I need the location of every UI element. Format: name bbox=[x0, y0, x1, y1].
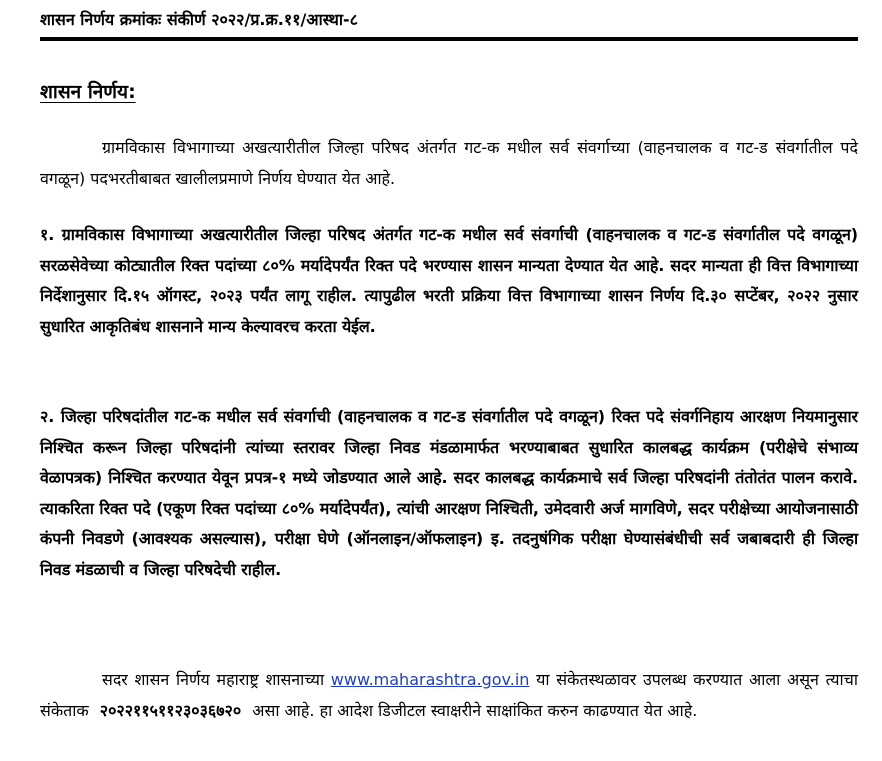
header-divider bbox=[40, 37, 858, 41]
closing-text-before-link: सदर शासन निर्णय महाराष्ट्र शासनाच्या bbox=[102, 670, 331, 689]
closing-paragraph bbox=[40, 665, 858, 726]
website-link[interactable]: www.maharashtra.gov.in bbox=[330, 670, 530, 689]
decision-point-2: २. जिल्हा परिषदांतील गट-क मधील सर्व संवर्गाची (वाहनचालक व गट-ड संवर्गातील पदे वगळून) रिक्त पदे संवर्गनिहाय आरक्षण नियमानुसार निश्चित करून जिल्हा परिषदांनी त्यांच्या स्तरावर जिल्हा निवड मंडळामार्फत भरण्याबाबत सुधारित कालबद्ध कार्यक्रम (परीक्षेचे संभाव्य वेळापत्रक) निश्चित करण्यात येवून प्रपत्र-१ मध्ये जोडण्यात आले आहे. सदर कालबद्ध कार्यक्रमाचे सर्व जिल्हा परिषदांनी तंतोतंत पालन करावे. त्याकरिता रिक्त पदे (एकूण रिक्त पदांच्या ८०% मर्यादेपर्यंत), त्यांची आरक्षण निश्चिती, उमेदवारी अर्ज मागविणे, सदर परीक्षेच्या आयोजनासाठी कंपनी निवडणे (आवश्यक असल्यास), परीक्षा घेणे (ऑनलाइन/ऑफलाइन) इ. तदनुषंगिक परीक्षा घेण्यासंबंधीची सर्व जबाबदारी ही जिल्हा निवड मंडळाची व जिल्हा परिषदेची राहील. bbox=[40, 407, 858, 579]
section-heading: शासन निर्णय: bbox=[40, 81, 136, 103]
reference-code: २०२२११५११२३०३६७२० bbox=[99, 700, 242, 720]
closing-text-after-link: या संकेतस्थळावर उपलब्ध करण्यात आला असून त्याचा संकेताक bbox=[40, 670, 858, 720]
intro-paragraph: ग्रामविकास विभागाच्या अखत्यारीतील जिल्हा परिषद अंतर्गत गट-क मधील सर्व संवर्गाच्या (वाहनचालक व गट-ड संवर्गातील पदे वगळून) पदभरतीबाबत खालीलप्रमाणे निर्णय घेण्यात येत आहे. bbox=[40, 138, 858, 188]
closing-text-after-code: असा आहे. हा आदेश डिजीटल स्वाक्षरीने साक्षांकित करुन काढण्यात येत आहे. bbox=[247, 700, 698, 720]
decision-point-1: १. ग्रामविकास विभागाच्या अखत्यारीतील जिल्हा परिषद अंतर्गत गट-क मधील सर्व संवर्गाची (वाहनचालक व गट-ड संवर्गातील पदे वगळून) सरळसेवेच्या कोट्यातील रिक्त पदांच्या ८०% मर्यादेपर्यंत रिक्त पदे भरण्यास शासन मान्यता देण्यात येत आहे. सदर मान्यता ही वित्त विभागाच्या निर्देशानुसार दि.१५ ऑगस्ट, २०२३ पर्यंत लागू राहील. त्यापुढील भरती प्रक्रिया वित्त विभागाच्या शासन निर्णय दि.३० सप्टेंबर, २०२२ नुसार सुधारित आकृतिबंध शासनाने मान्य केल्यावरच करता येईल. bbox=[40, 225, 858, 336]
document-reference-number: शासन निर्णय क्रमांकः संकीर्ण २०२२/प्र.क्र.११/आस्था-८ bbox=[40, 10, 358, 29]
